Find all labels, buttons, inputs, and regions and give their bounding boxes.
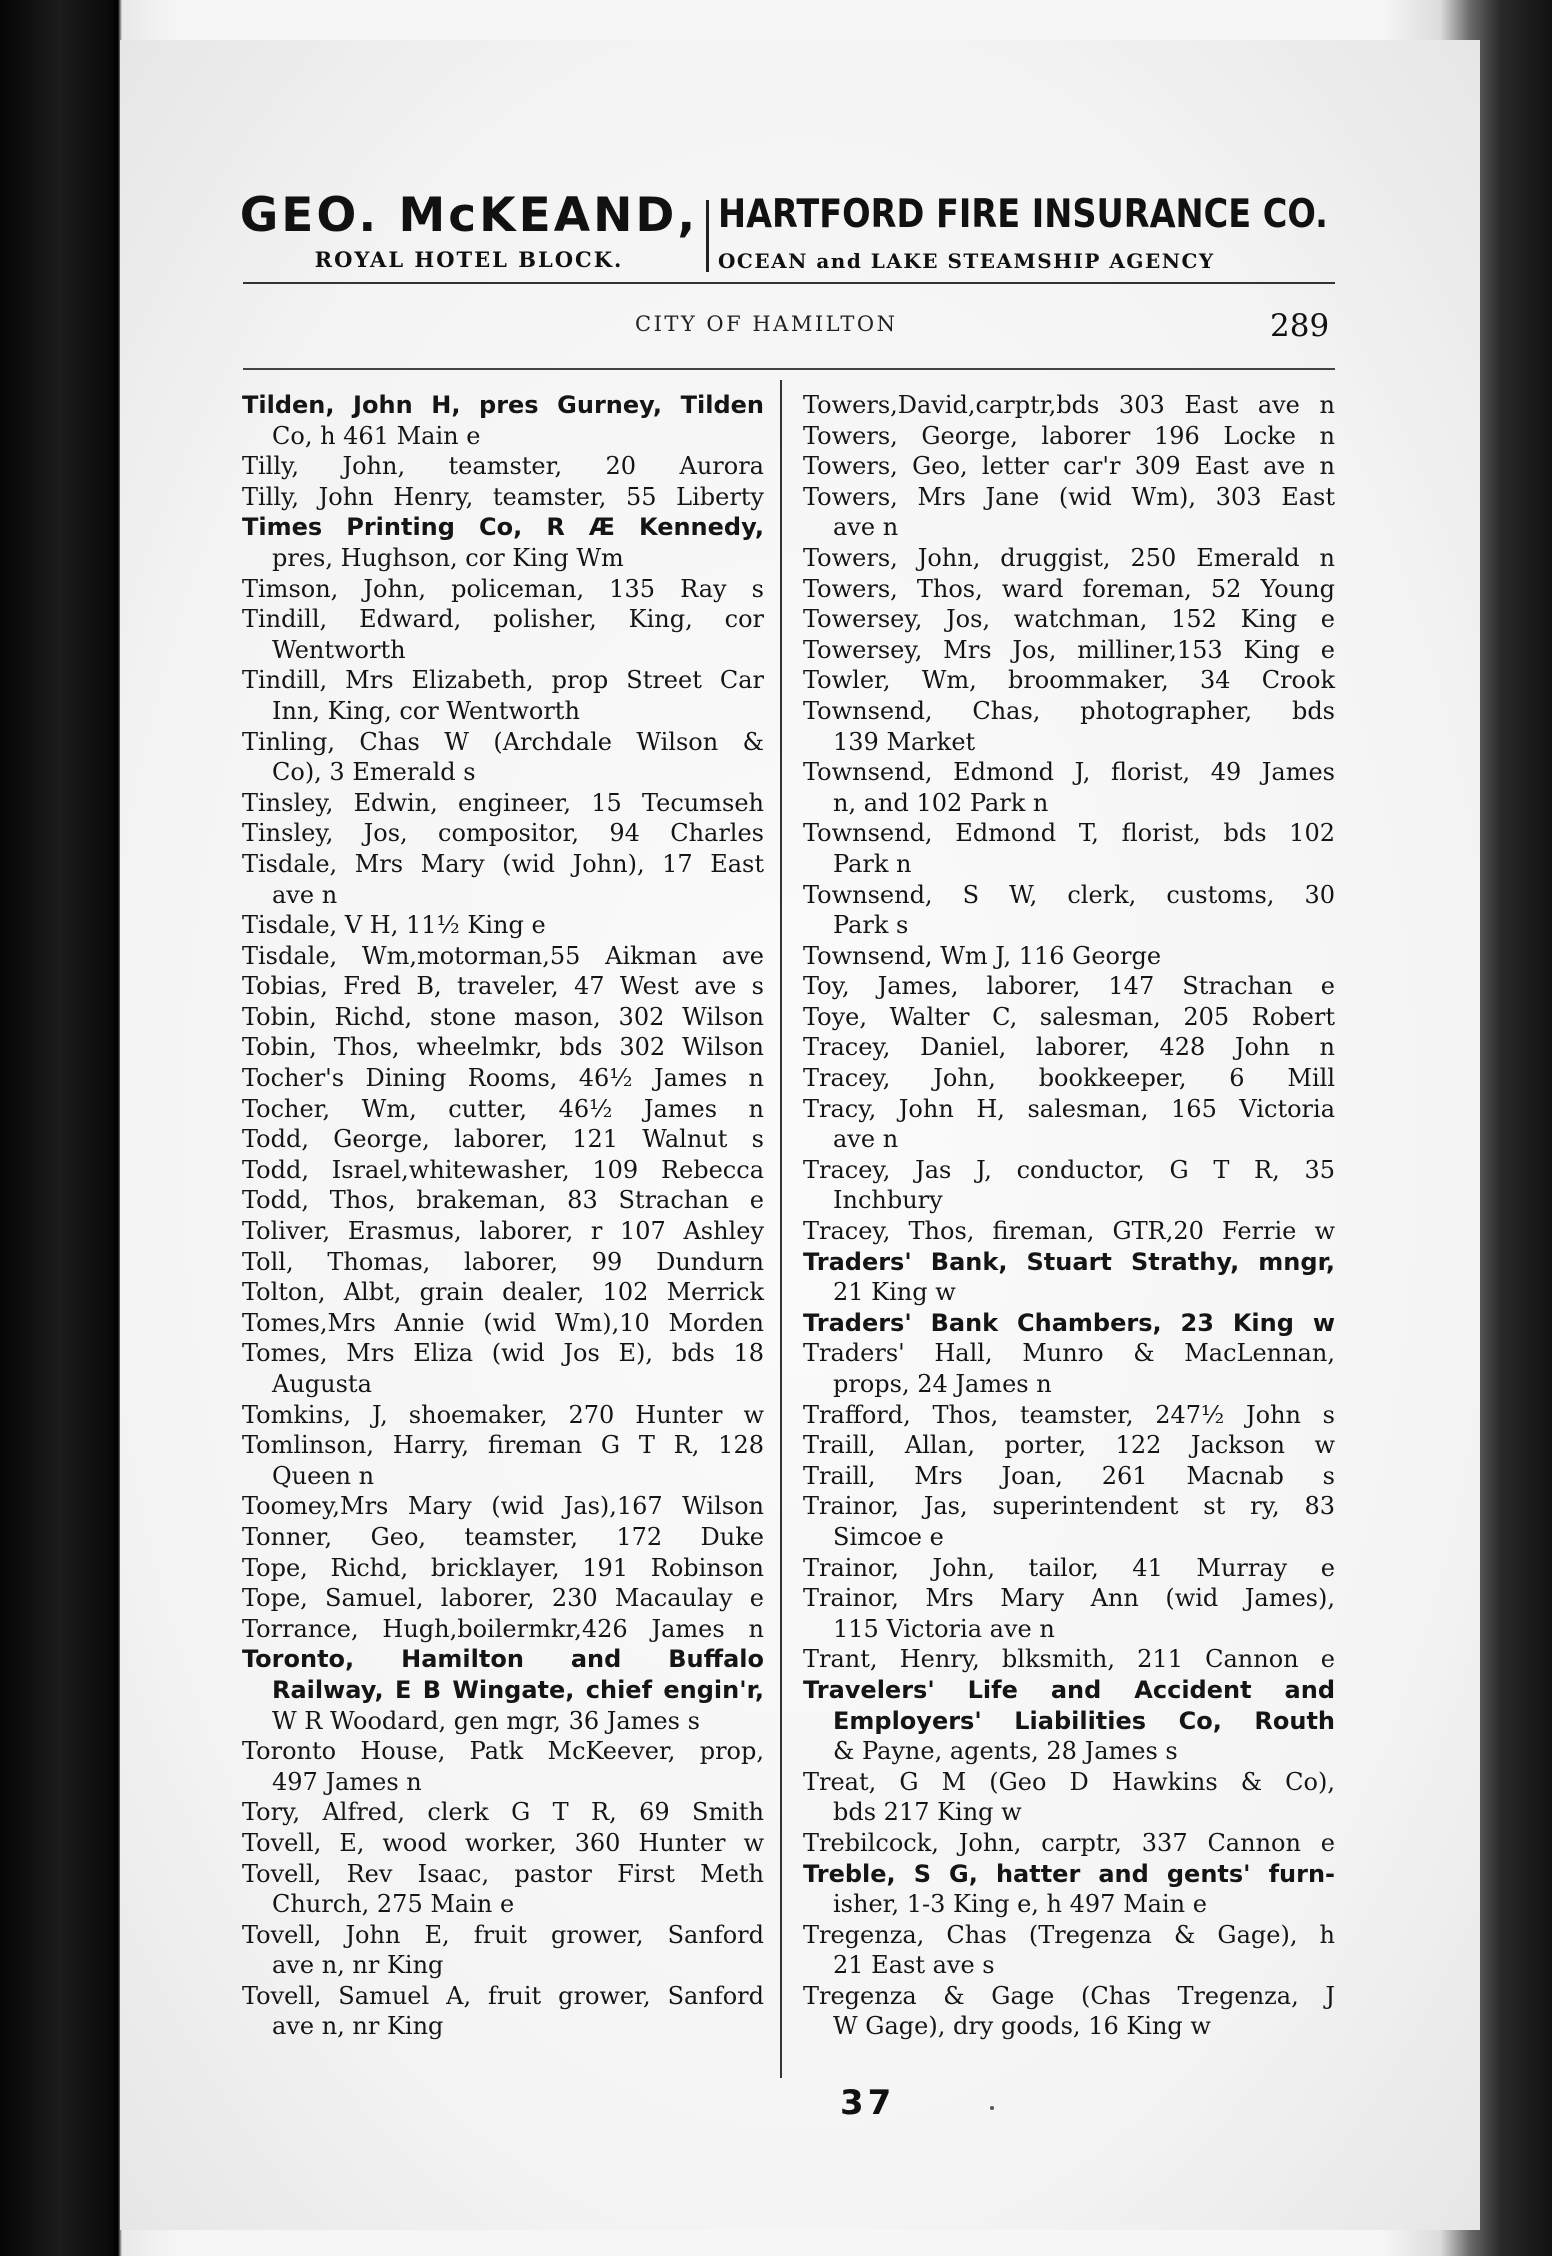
entry-line: Towler, Wm, broommaker, 34 Crook [803,666,1335,695]
directory-entry [803,1063,1335,1094]
column-divider [780,380,782,2078]
advertiser-right [718,192,1338,273]
entry-line: Torrance, Hugh,boilermkr,426 James n [242,1614,764,1643]
entry-continuation: Church, 275 Main e [272,1890,515,1919]
entry-line: Trainor, Jas, superintendent st ry, 83 [803,1492,1335,1521]
entry-line: Tobin, Richd, stone mason, 302 Wilson [242,1002,764,1031]
directory-entry [242,1614,764,1645]
entry-line: Tracey, John, bookkeeper, 6 Mill [803,1064,1335,1093]
directory-entry [803,971,1335,1002]
entry-continuation: 497 James n [272,1767,422,1796]
entry-continuation: ave n [272,880,338,909]
directory-entry [242,1277,764,1308]
entry-line: Towersey, Mrs Jos, milliner,153 King e [803,635,1335,664]
entry-line: Tory, Alfred, clerk G T R, 69 Smith [242,1798,764,1827]
entry-line: Timson, John, policeman, 135 Ray s [242,574,764,603]
entry-line: Towers, John, druggist, 250 Emerald n [803,543,1335,572]
directory-entry [242,1828,764,1859]
directory-entry [242,1553,764,1584]
entry-line: Toronto, Hamilton and Buffalo [242,1645,764,1674]
directory-entry [242,1247,764,1278]
entry-line: Tomes, Mrs Eliza (wid Jos E), bds 18 [242,1339,764,1368]
directory-entry [242,1859,764,1920]
entry-continuation: 21 King w [833,1278,956,1307]
directory-entry [242,1063,764,1094]
entry-line: Tracey, Jas J, conductor, G T R, 35 [803,1155,1335,1184]
print-speck [990,2106,994,2110]
directory-entry [242,1430,764,1491]
directory-entry [803,1491,1335,1552]
entry-line: Tracey, Thos, fireman, GTR,20 Ferrie w [803,1217,1335,1246]
directory-entry [803,543,1335,574]
entry-line: Towers, Mrs Jane (wid Wm), 303 East [803,482,1335,511]
entry-continuation: Wentworth [272,635,406,664]
directory-entry [242,1216,764,1247]
entry-line: Tovell, Rev Isaac, pastor First Meth [242,1859,764,1888]
entry-line: Trafford, Thos, teamster, 247½ John s [803,1400,1335,1429]
entry-continuation: W R Woodard, gen mgr, 36 James s [272,1706,700,1735]
directory-entry [242,1920,764,1981]
entry-line: Towers, Geo, letter car'r 309 East ave n [803,452,1335,481]
directory-entry [242,1308,764,1339]
entry-line: Townsend, Edmond J, florist, 49 James [803,758,1335,787]
entry-line: Tobin, Thos, wheelmkr, bds 302 Wilson [242,1033,764,1062]
entry-continuation: & Payne, agents, 28 James s [833,1737,1178,1766]
entry-line: Towersey, Jos, watchman, 152 King e [803,605,1335,634]
directory-entry [803,1981,1335,2042]
entry-line: Tocher, Wm, cutter, 46½ James n [242,1094,764,1123]
directory-entry [803,421,1335,452]
entry-line: Tilly, John, teamster, 20 Aurora [242,452,764,481]
entry-line: Townsend, Wm J, 116 George [803,941,1162,970]
entry-line: Trainor, Mrs Mary Ann (wid James), [803,1584,1335,1613]
entry-line: Tracey, Daniel, laborer, 428 John n [803,1033,1335,1062]
directory-entry [242,818,764,849]
entry-line: Tilden, John H, pres Gurney, Tilden [242,391,764,419]
entry-continuation: Augusta [272,1370,372,1398]
entry-line: Traill, Allan, porter, 122 Jackson w [803,1431,1335,1460]
directory-entry [242,482,764,513]
directory-entry [803,1032,1335,1063]
entry-line: Todd, George, laborer, 121 Walnut s [242,1125,764,1154]
entry-line: Tomes,Mrs Annie (wid Wm),10 Morden [242,1308,764,1337]
directory-entry [242,1981,764,2042]
entry-continuation: ave n [833,1125,899,1154]
directory-entry [803,1216,1335,1247]
entry-continuation: ave n, nr King [272,2012,444,2041]
entry-line: Tregenza & Gage (Chas Tregenza, J [803,1981,1335,2010]
entry-line: Tolton, Albt, grain dealer, 102 Merrick [242,1278,764,1307]
entry-continuation: props, 24 James n [833,1370,1052,1398]
directory-entry [242,512,764,573]
directory-entry [803,1338,1335,1399]
directory-column-right [803,390,1335,2042]
directory-entry [242,1736,764,1797]
entry-line: Trebilcock, John, carptr, 337 Cannon e [803,1828,1335,1857]
directory-entry [803,757,1335,818]
header-rule [243,282,1335,284]
directory-entry [242,1583,764,1614]
entry-line: Tocher's Dining Rooms, 46½ James n [242,1064,764,1093]
directory-entry [803,665,1335,696]
directory-entry [242,971,764,1002]
entry-continuation: Park s [833,911,909,940]
directory-entry [242,665,764,726]
entry-line: Travelers' Life and Accident and [803,1675,1335,1704]
directory-entry [242,390,764,451]
directory-entry [242,1797,764,1828]
directory-entry [242,574,764,605]
entry-line: Tracy, John H, salesman, 165 Victoria [803,1094,1335,1123]
entry-line: Todd, Thos, brakeman, 83 Strachan e [242,1186,764,1215]
entry-line: Tisdale, Mrs Mary (wid John), 17 East [242,849,764,878]
entry-line: Tindill, Mrs Elizabeth, prop Street Car [242,666,764,695]
directory-entry [242,604,764,665]
directory-entry [803,1002,1335,1033]
directory-entry [803,1400,1335,1431]
entry-line: Tobias, Fred B, traveler, 47 West ave s [242,972,764,1001]
entry-line: Tomlinson, Harry, fireman G T R, 128 [242,1431,764,1460]
directory-entry [242,788,764,819]
entry-line: Times Printing Co, R Æ Kennedy, [242,513,764,542]
entry-line: Tope, Samuel, laborer, 230 Macaulay e [242,1584,764,1613]
entry-line: Tinling, Chas W (Archdale Wilson & [242,727,764,756]
advertiser-right-name: HARTFORD FIRE INSURANCE CO. [718,192,1328,237]
advertiser-right-tagline: OCEAN and LAKE STEAMSHIP AGENCY [718,249,1215,273]
running-head-rule [243,368,1335,370]
entry-line: Toye, Walter C, salesman, 205 Robert [803,1002,1335,1031]
directory-entry [803,604,1335,635]
directory-entry [242,727,764,788]
entry-continuation: Inn, King, cor Wentworth [272,696,580,725]
entry-line: Toronto House, Patk McKeever, prop, [242,1737,764,1766]
entry-continuation: W Gage), dry goods, 16 King w [833,2012,1211,2041]
entry-line: Towers,David,carptr,bds 303 East ave n [803,391,1335,419]
advertiser-left-address: ROYAL HOTEL BLOCK. [314,247,624,272]
entry-continuation: Park n [833,849,912,878]
directory-entry [242,1522,764,1553]
entry-continuation: ave n [833,513,899,542]
directory-entry [242,941,764,972]
directory-entry [803,1583,1335,1644]
directory-entry [803,1155,1335,1216]
entry-line: Tovell, E, wood worker, 360 Hunter w [242,1828,764,1857]
entry-line: Traders' Hall, Munro & MacLennan, [803,1339,1335,1368]
entry-continuation: isher, 1-3 King e, h 497 Main e [833,1890,1207,1919]
directory-entry [803,941,1335,972]
directory-entry [803,482,1335,543]
entry-continuation: ave n, nr King [272,1951,444,1980]
running-title: CITY OF HAMILTON [635,312,898,336]
entry-continuation: Employers' Liabilities Co, Routh [833,1706,1335,1735]
entry-line: Trant, Henry, blksmith, 211 Cannon e [803,1645,1335,1674]
entry-continuation: Co), 3 Emerald s [272,758,476,787]
directory-entry [242,1002,764,1033]
directory-entry [803,1767,1335,1828]
directory-entry [803,1461,1335,1492]
advertiser-left-name: GEO. McKEAND, [239,188,699,243]
directory-entry [803,1644,1335,1675]
entry-line: Tisdale, V H, 11½ King e [242,911,546,940]
directory-entry [242,1155,764,1186]
entry-line: Tinsley, Jos, compositor, 94 Charles [242,819,764,848]
directory-entry [803,880,1335,941]
directory-entry [803,1094,1335,1155]
directory-entry [803,1247,1335,1308]
entry-continuation: Co, h 461 Main e [272,421,481,450]
directory-entry [242,1338,764,1399]
entry-line: Tregenza, Chas (Tregenza & Gage), h [803,1920,1335,1949]
directory-entry [242,849,764,910]
directory-entry [803,1859,1335,1920]
page-number: 289 [1270,308,1330,344]
entry-continuation: Simcoe e [833,1522,944,1551]
directory-entry [803,696,1335,757]
entry-continuation: pres, Hughson, cor King Wm [272,543,624,572]
entry-line: Toll, Thomas, laborer, 99 Dundurn [242,1247,764,1276]
directory-entry [803,1308,1335,1339]
entry-line: Tovell, Samuel A, fruit grower, Sanford [242,1981,764,2010]
directory-entry [242,910,764,941]
directory-entry [803,1675,1335,1767]
entry-continuation: Queen n [272,1461,375,1490]
entry-line: Tonner, Geo, teamster, 172 Duke [242,1522,764,1551]
entry-line: Traders' Bank Chambers, 23 King w [803,1308,1335,1337]
entry-line: Tomkins, J, shoemaker, 270 Hunter w [242,1400,764,1429]
directory-entry [242,451,764,482]
entry-line: Treble, S G, hatter and gents' furn- [803,1859,1335,1888]
directory-entry [242,1032,764,1063]
entry-continuation: bds 217 King w [833,1798,1022,1827]
entry-line: Toliver, Erasmus, laborer, r 107 Ashley [242,1217,764,1246]
directory-entry [242,1185,764,1216]
entry-line: Townsend, Edmond T, florist, bds 102 [803,819,1335,848]
entry-line: Townsend, S W, clerk, customs, 30 [803,880,1335,909]
entry-line: Treat, G M (Geo D Hawkins & Co), [803,1767,1335,1796]
entry-continuation: Inchbury [833,1186,943,1215]
directory-entry [803,1553,1335,1584]
directory-entry [242,1491,764,1522]
entry-continuation: 115 Victoria ave n [833,1614,1055,1643]
entry-line: Todd, Israel,whitewasher, 109 Rebecca [242,1155,764,1184]
entry-line: Towers, Thos, ward foreman, 52 Young [803,574,1335,603]
entry-line: Traders' Bank, Stuart Strathy, mngr, [803,1247,1335,1276]
entry-line: Tindill, Edward, polisher, King, cor [242,605,764,634]
directory-entry [242,1124,764,1155]
directory-entry [803,1920,1335,1981]
directory-entry [803,635,1335,666]
entry-line: Townsend, Chas, photographer, bds [803,696,1335,725]
entry-line: Trainor, John, tailor, 41 Murray e [803,1553,1335,1582]
directory-entry [242,1644,764,1736]
entry-line: Tope, Richd, bricklayer, 191 Robinson [242,1553,764,1582]
entry-line: Tisdale, Wm,motorman,55 Aikman ave [242,941,764,970]
directory-entry [803,1828,1335,1859]
entry-continuation: 139 Market [833,727,976,756]
entry-line: Traill, Mrs Joan, 261 Macnab s [803,1461,1335,1490]
entry-line: Tovell, John E, fruit grower, Sanford [242,1920,764,1949]
entry-continuation: Railway, E B Wingate, chief engin'r, [272,1675,764,1704]
entry-line: Toy, James, laborer, 147 Strachan e [803,972,1335,1001]
header-divider [706,200,709,272]
directory-entry [803,390,1335,421]
directory-entry [803,1430,1335,1461]
entry-line: Tinsley, Edwin, engineer, 15 Tecumseh [242,788,764,817]
directory-entry [803,574,1335,605]
signature-mark: 37 [840,2083,896,2123]
directory-entry [803,818,1335,879]
directory-entry [242,1400,764,1431]
directory-column-left [242,390,764,2042]
directory-entry [803,451,1335,482]
advertiser-left [238,188,700,272]
entry-line: Tilly, John Henry, teamster, 55 Liberty [242,482,764,511]
directory-entry [242,1094,764,1125]
entry-line: Towers, George, laborer 196 Locke n [803,421,1335,450]
entry-line: Toomey,Mrs Mary (wid Jas),167 Wilson [242,1492,764,1521]
entry-continuation: 21 East ave s [833,1951,995,1980]
entry-continuation: n, and 102 Park n [833,788,1049,817]
